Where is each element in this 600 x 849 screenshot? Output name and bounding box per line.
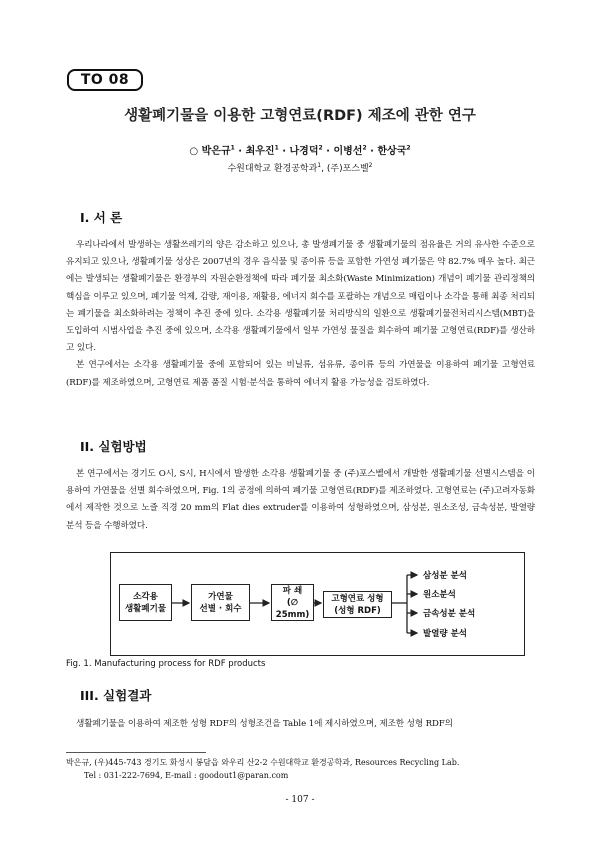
author: 나경덕 [289,146,319,157]
output-label: 발열량 분석 [423,629,468,639]
paragraph: 우리나라에서 발생하는 생활쓰레기의 양은 감소하고 있으나, 총 발생폐기물 중 생활폐기물의 점유율은 거의 유사한 수준으로 유지되고 있으나, 생활폐기물 성상은 2007년의 경우 음식물 및 종이류 등을 포함한 가연성 폐기물은 약 82.7% 매우 높다. 최근에는 발생되는 생활폐기물은 환경부의 자원순환정책에 따라 폐기물 최소화(Waste Minimization) 개념이 폐기물 관리정책의 핵심을 이루고 있으며, 폐기물 억제, 감량, 재이용, 재활용, 에너지 회수를 포괄하는 개념으로 매립이나 소각을 통해 최종 처리되는 폐기물을 최소화하려는 정책이 추진 중에 있다. 소각용 생활폐기물 처리방식의 일환으로 생활폐기물전처리시스템(MBT)을 도입하여 시범사업을 추진 중에 있으며, 소각용 생활폐기물에서 일부 가연성 물질을 회수하여 폐기물 고형연료(RDF)를 생산하고 있다. [66,240,535,354]
process-box-waste: 소각용 생활폐기물 [119,584,172,621]
paragraph: 본 연구에서는 소각용 생활폐기물 중에 포함되어 있는 비닐류, 섬유류, 종이류 등의 가연물을 이용하여 폐기물 고형연료(RDF)를 제조하였으며, 고형연료 제품 품질 시험·분석을 통하여 에너지 활용 가능성을 검토하였다. [66,360,535,388]
paper-title: 생활폐기물을 이용한 고형연료(RDF) 제조에 관한 연구 [124,108,476,124]
footnote-rule [66,752,206,753]
section-heading-results: III. 실험결과 [80,688,152,703]
process-box-sorting: 가연물 선별 · 회수 [191,584,250,621]
figure-caption: Fig. 1. Manufacturing process for RDF products [66,659,266,669]
methods-body [66,466,535,535]
output-label: 삼성분 분석 [423,571,468,581]
author-marker: ○ [189,146,199,157]
page-number: - 107 - [285,795,315,805]
intro-body [66,237,535,392]
author: 이병선 [333,146,363,157]
author: 박은규 [201,146,231,157]
paragraph: 생활폐기물을 이용하여 제조한 성형 RDF의 성형조건을 Table 1에 제시하였으며, 제조한 성형 RDF의 [76,719,453,729]
author: 최우진 [245,146,275,157]
footnote-address: 박은규, (우)445-743 경기도 화성시 봉담읍 와우리 산2-2 수원대학교 환경공학과, Resources Recycling Lab. [66,758,460,767]
affiliation: 수원대학교 환경공학과$^1$, (주)포스벨$^2$ [227,162,373,174]
section-heading-intro: I. 서 론 [80,210,123,225]
author-list: ○ 박은규$^1$ · 최우진$^1$ · 나경덕$^2$ · 이병선$^2$ · 한상국$^2$ [189,144,411,157]
session-tag: TO 08 [67,69,143,91]
results-body [66,716,535,733]
paragraph: 본 연구에서는 경기도 O시, S시, H시에서 발생한 소각용 생활폐기물 중 (주)포스벨에서 개발한 생활폐기물 선별시스템을 이용하여 가연물을 선별 회수하였으며, Fig. 1의 공정에 의하여 폐기물 고형연료(RDF)를 제조하였다. 고형연료는 (주)고려자동화에서 제작한 것으로 노즐 직경 20 mm의 Flat dies extruder를 이용하여 성형하였으며, 삼성분, 원소조성, 금속성분, 발열량 분석 등을 수행하였다. [66,469,535,531]
author: 한상국 [377,146,407,157]
output-label: 금속성분 분석 [423,609,476,619]
process-box-forming: 고형연료 성형 (성형 RDF) [323,591,392,618]
footnote-contact: Tel : 031-222-7694, E-mail : goodout1@paran.com [84,771,289,780]
process-diagram [110,552,525,656]
section-heading-methods: II. 실험방법 [80,439,147,454]
output-label: 원소분석 [423,590,456,600]
process-box-shredding: 파 쇄 (∅ 25mm) [271,584,314,621]
